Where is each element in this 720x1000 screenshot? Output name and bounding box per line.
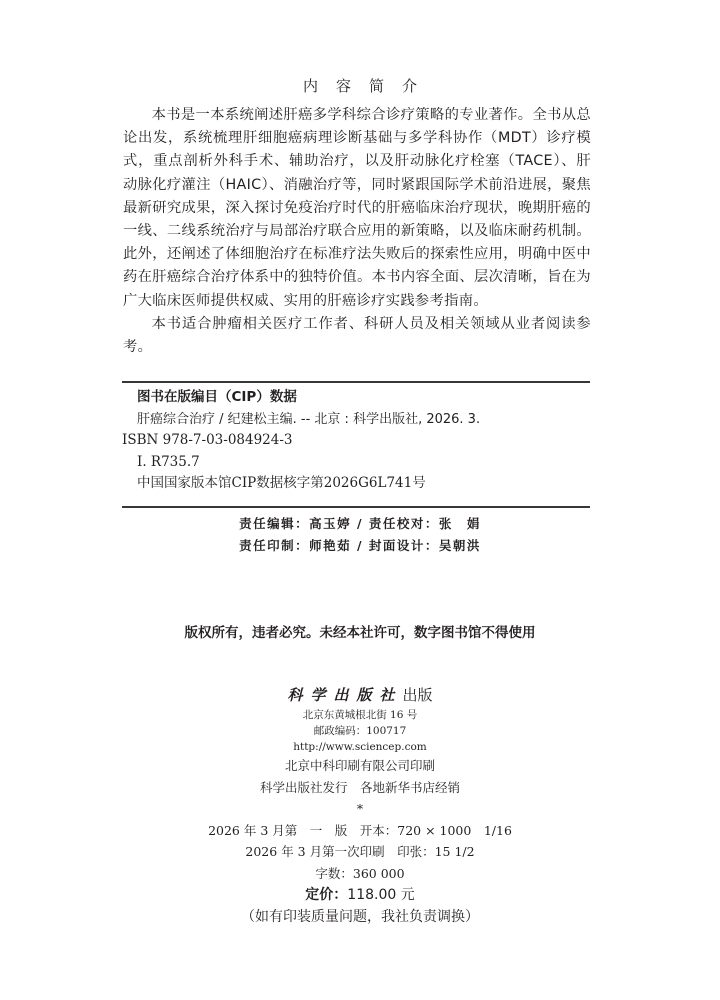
printing-block <box>0 755 720 928</box>
cip-bottom-rule <box>122 506 590 508</box>
intro-text <box>123 104 591 359</box>
cip-title-line: 肝癌综合治疗 / 纪建松主编. -- 北京 : 科学出版社, 2026. 3. <box>137 411 481 427</box>
quality-notice: （如有印装质量问题，我社负责调换） <box>241 909 479 925</box>
publisher-suffix: 出版 <box>402 686 433 704</box>
publisher-logo-text: 科学出版社 <box>287 686 403 704</box>
publisher-block <box>0 683 720 755</box>
price <box>0 884 720 906</box>
price-label: 定价： <box>305 887 348 903</box>
publisher-website: http://www.sciencep.com <box>293 741 427 753</box>
intro-paragraph-2: 本书适合肿瘤相关医疗工作者、科研人员及相关领域从业者阅读参考。 <box>123 315 591 356</box>
intro-paragraph-1: 本书是一本系统阐述肝癌多学科综合诊疗策略的专业著作。全书从总论出发，系统梳理肝细胞癌病理诊断基础与多学科协作（MDT）诊疗模式，重点剖析外科手术、辅助治疗，以及肝动脉化疗栓塞（TACE）、肝动脉化疗灌注（HAIC）、消融治疗等，同时紧跟国际学术前沿进展，聚焦最新研究成果，深入探讨免疫治疗时代的肝癌临床治疗现状，晚期肝癌的一线、二线系统治疗与局部治疗联合应用的新策略，以及临床耐药机制。此外，还阐述了体细胞治疗在标准疗法失败后的探索性应用，明确中医中药在肝癌综合治疗体系中的独特价值。本书内容全面、层次清晰，旨在为广大临床医师提供权威、实用的肝癌诊疗实践参考指南。 <box>123 107 591 309</box>
cip-record-number: 中国国家版本馆CIP数据核字第2026G6L741号 <box>137 475 426 491</box>
cip-classification: Ⅰ. R735.7 <box>137 453 200 470</box>
word-count: 字数：360 000 <box>315 865 405 881</box>
credits <box>0 513 720 557</box>
credits-editor-line: 责任编辑：高玉婷 / 责任校对：张 娟 <box>239 516 481 531</box>
publisher-postcode: 邮政编码：100717 <box>313 725 407 737</box>
impression-info: 2026 年 3 月第一次印刷 印张：15 1/2 <box>245 844 475 859</box>
printer: 北京中科印刷有限公司印刷 <box>284 758 435 773</box>
cip-block <box>122 387 590 495</box>
section-title: 内容简介 <box>302 77 435 95</box>
publisher-name <box>0 683 720 707</box>
cip-heading: 图书在版编目（CIP）数据 <box>137 389 297 405</box>
distribution: 科学出版社发行 各地新华书店经销 <box>259 779 460 795</box>
cip-isbn: ISBN 978-7-03-084924-3 <box>122 432 293 448</box>
edition-info: 2026 年 3 月第 一 版 开本：720 × 1000 1/16 <box>208 822 512 838</box>
separator-asterisk: * <box>356 801 364 816</box>
publisher-address: 北京东黄城根北街 16 号 <box>302 709 418 721</box>
price-value: 118.00 元 <box>347 887 415 903</box>
copyright-notice: 版权所有，违者必究。未经本社许可，数字图书馆不得使用 <box>184 625 536 641</box>
cip-top-rule <box>122 381 590 383</box>
credits-print-line: 责任印制：师艳茹 / 封面设计：吴朝洪 <box>239 538 481 553</box>
